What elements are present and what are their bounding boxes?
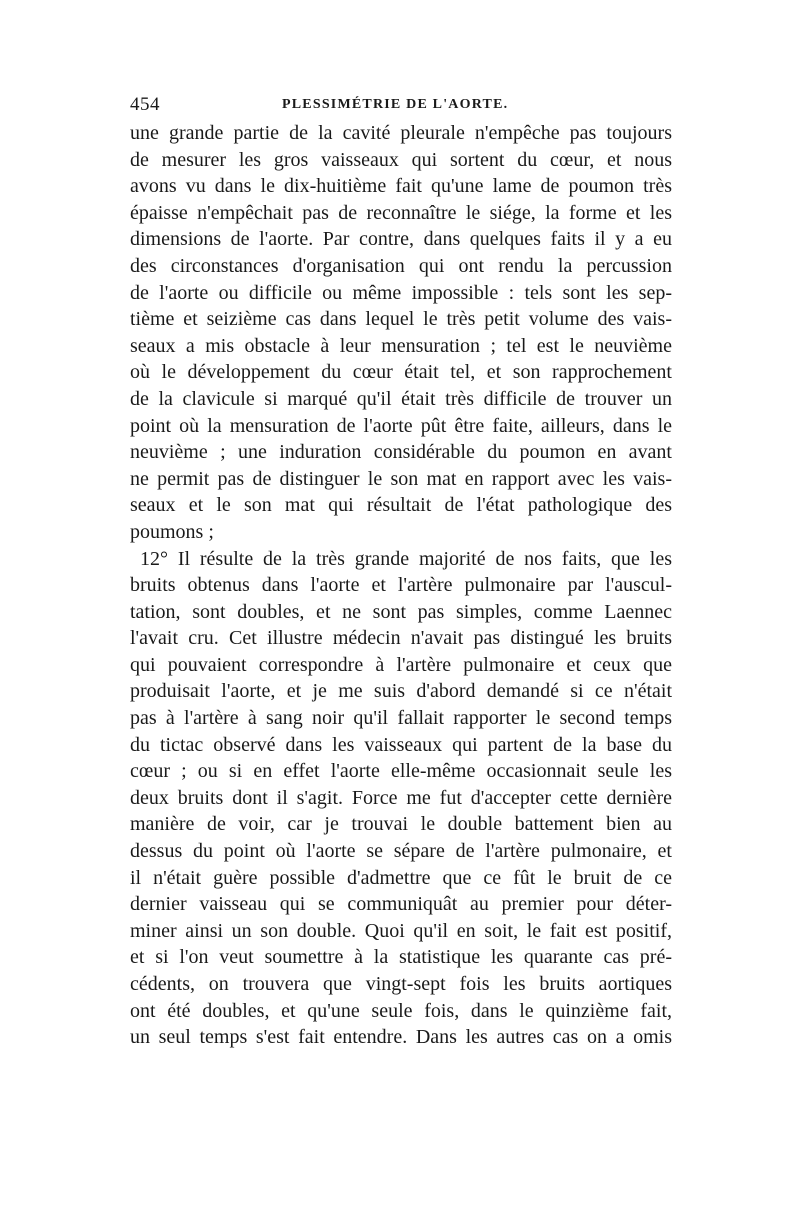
running-head [130,90,672,120]
text-line: tation, sont doubles, et ne sont pas simples, comme Laennec [130,600,672,623]
text-line: un seul temps s'est fait entendre. Dans les autres cas on a omis [130,1026,672,1049]
text-line: dernier vaisseau qui se communiquât au premier pour déter- [130,893,672,916]
text-line: et si l'on veut soumettre à la statistique les quarante cas pré- [130,946,672,969]
text-line: de l'aorte ou difficile ou même impossible : tels sont les sep- [130,281,672,304]
text-line: cédents, on trouvera que vingt-sept fois les bruits aortiques [130,973,672,995]
paragraph-1 [130,120,672,546]
text-line: seaux et le son mat qui résultait de l'état pathologique des [130,494,672,517]
running-title: PLESSIMÉTRIE DE L'AORTE. [282,97,509,112]
text-line: de mesurer les gros vaisseaux qui sortent du cœur, et nous [130,148,672,171]
text-line: point où la mensuration de l'aorte pût être faite, ailleurs, dans le [130,414,672,437]
paragraph-2 [130,546,672,1051]
text-line: manière de voir, car je trouvai le double battement bien au [130,813,672,836]
text-line: des circonstances d'organisation qui ont rendu la percussion [130,254,672,277]
text-line: miner ainsi un son double. Quoi qu'il en soit, le fait est positif, [130,919,672,942]
text-line: avons vu dans le dix-huitième fait qu'une lame de poumon très [130,175,672,198]
text-line: qui pouvaient correspondre à l'artère pulmonaire et ceux que [130,653,672,676]
text-line: dessus du point où l'aorte se sépare de l'artère pulmonaire, et [130,840,672,863]
text-line: pas à l'artère à sang noir qu'il fallait rapporter le second temps [130,707,672,730]
text-line: il n'était guère possible d'admettre que ce fût le bruit de ce [130,866,672,889]
text-line: neuvième ; une induration considérable du poumon en avant [130,441,672,464]
book-page [130,90,672,1051]
text-line: cœur ; ou si en effet l'aorte elle-même occasionnait seule les [130,760,672,783]
text-line: dimensions de l'aorte. Par contre, dans quelques faits il y a eu [130,228,672,251]
text-line: une grande partie de la cavité pleurale n'empêche pas toujours [130,122,672,144]
text-line: produisait l'aorte, et je me suis d'abord demandé si ce n'était [130,680,672,703]
page-number: 454 [130,94,160,115]
text-line: l'avait cru. Cet illustre médecin n'avait pas distingué les bruits [130,627,672,650]
text-line: poumons ; [130,520,214,543]
text-line: de la clavicule si marqué qu'il était très difficile de trouver un [130,387,672,410]
text-line: tième et seizième cas dans lequel le très petit volume des vais- [130,308,672,331]
text-line: ont été doubles, et qu'une seule fois, dans le quinzième fait, [130,999,672,1022]
text-line: ne permit pas de distinguer le son mat en rapport avec les vais- [130,467,672,490]
text-line: où le développement du cœur était tel, et son rapprochement [130,361,672,384]
text-line: deux bruits dont il s'agit. Force me fut d'accepter cette dernière [130,786,672,809]
text-line: du tictac observé dans les vaisseaux qui partent de la base du [130,733,672,756]
text-line: bruits obtenus dans l'aorte et l'artère pulmonaire par l'auscul- [130,574,672,597]
text-line: seaux a mis obstacle à leur mensuration ; tel est le neuvième [130,334,672,357]
text-line: épaisse n'empêchait pas de reconnaître le siége, la forme et les [130,201,672,224]
text-line: 12° Il résulte de la très grande majorité de nos faits, que les [140,547,672,570]
